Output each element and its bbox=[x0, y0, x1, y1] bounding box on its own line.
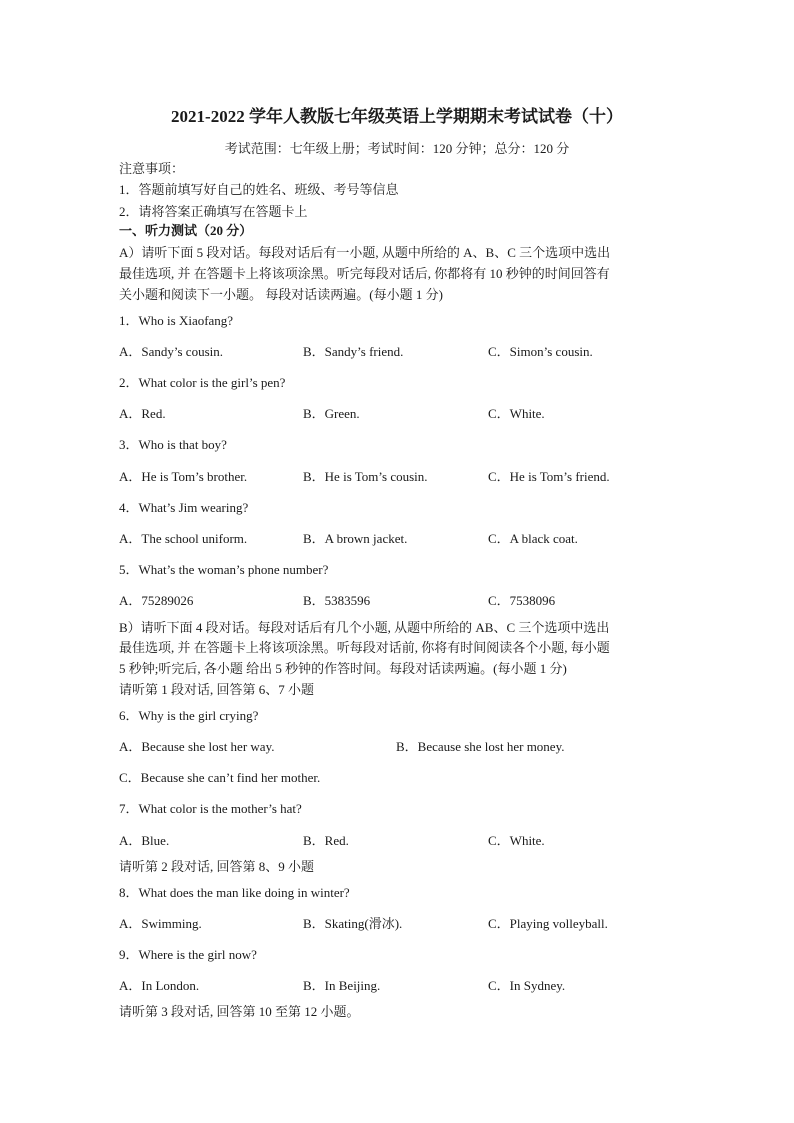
dialog-instruction: 请听第 3 段对话, 回答第 10 至第 12 小题。 bbox=[119, 1004, 360, 1019]
option-a: A．He is Tom’s brother. bbox=[119, 469, 248, 484]
question-5: 5．What’s the woman’s phone number? bbox=[119, 562, 329, 577]
option-b: B．A brown jacket. bbox=[303, 531, 408, 546]
instruction-line: 5 秒钟;听完后, 各小题 给出 5 秒钟的作答时间。每段对话读两遍。(每小题 1 分) bbox=[119, 661, 567, 676]
instruction-line: A）请听下面 5 段对话。每段对话后有一小题, 从题中所给的 A、B、C 三个选项中选出 bbox=[119, 245, 611, 260]
instruction-line: 关小题和阅读下一小题。 每段对话读两遍。(每小题 1 分) bbox=[119, 287, 443, 302]
question-1: 1．Who is Xiaofang? bbox=[119, 313, 234, 328]
instruction-line: 最佳选项, 并 在答题卡上将该项涂黑。听完每段对话后, 你都将有 10 秒钟的时间回答有 bbox=[119, 266, 610, 281]
option-b: B．Red. bbox=[303, 833, 349, 848]
option-a: A．Because she lost her way. bbox=[119, 739, 275, 754]
instruction-line: B）请听下面 4 段对话。每段对话后有几个小题, 从题中所给的 AB、C 三个选项中选出 bbox=[119, 620, 610, 635]
option-b: B．Green. bbox=[303, 406, 360, 421]
option-a: A．In London. bbox=[119, 978, 200, 993]
dialog-instruction: 请听第 1 段对话, 回答第 6、7 小题 bbox=[119, 682, 315, 697]
option-c: C．He is Tom’s friend. bbox=[488, 469, 610, 484]
option-c: C．7538096 bbox=[488, 593, 556, 608]
question-6: 6．Why is the girl crying? bbox=[119, 708, 259, 723]
option-c: C．Simon’s cousin. bbox=[488, 344, 593, 359]
option-c: C．White. bbox=[488, 833, 545, 848]
instruction-line: 最佳选项, 并 在答题卡上将该项涂黑。听每段对话前, 你将有时间阅读各个小题, 每小题 bbox=[119, 640, 610, 655]
question-4: 4．What’s Jim wearing? bbox=[119, 500, 249, 515]
dialog-instruction: 请听第 2 段对话, 回答第 8、9 小题 bbox=[119, 859, 315, 874]
question-3: 3．Who is that boy? bbox=[119, 437, 227, 452]
section-heading: 一、听力测试（20 分） bbox=[119, 223, 253, 238]
notice-item: 1．答题前填写好自己的姓名、班级、考号等信息 bbox=[119, 182, 399, 197]
option-b: B．In Beijing. bbox=[303, 978, 381, 993]
option-a: A．Red. bbox=[119, 406, 166, 421]
page-title: 2021-2022 学年人教版七年级英语上学期期末考试试卷（十） bbox=[171, 107, 623, 126]
option-a: A．75289026 bbox=[119, 593, 194, 608]
option-c: C．A black coat. bbox=[488, 531, 578, 546]
option-b: B．5383596 bbox=[303, 593, 371, 608]
option-a: A．Swimming. bbox=[119, 916, 202, 931]
exam-info: 考试范围：七年级上册；考试时间：120 分钟；总分：120 分 bbox=[224, 141, 570, 156]
question-7: 7．What color is the mother’s hat? bbox=[119, 801, 302, 816]
option-b: B．Because she lost her money. bbox=[396, 739, 565, 754]
option-b: B．He is Tom’s cousin. bbox=[303, 469, 428, 484]
option-b: B．Skating(滑冰). bbox=[303, 916, 403, 931]
option-b: B．Sandy’s friend. bbox=[303, 344, 404, 359]
option-c: C．Playing volleyball. bbox=[488, 916, 608, 931]
option-c: C．Because she can’t find her mother. bbox=[119, 770, 321, 785]
option-c: C．In Sydney. bbox=[488, 978, 566, 993]
option-a: A．The school uniform. bbox=[119, 531, 248, 546]
question-9: 9．Where is the girl now? bbox=[119, 947, 257, 962]
option-c: C．White. bbox=[488, 406, 545, 421]
question-8: 8．What does the man like doing in winter? bbox=[119, 885, 350, 900]
option-a: A．Sandy’s cousin. bbox=[119, 344, 224, 359]
notice-item: 2．请将答案正确填写在答题卡上 bbox=[119, 204, 308, 219]
question-2: 2．What color is the girl’s pen? bbox=[119, 375, 286, 390]
option-a: A．Blue. bbox=[119, 833, 170, 848]
notice-heading: 注意事项： bbox=[119, 161, 185, 176]
